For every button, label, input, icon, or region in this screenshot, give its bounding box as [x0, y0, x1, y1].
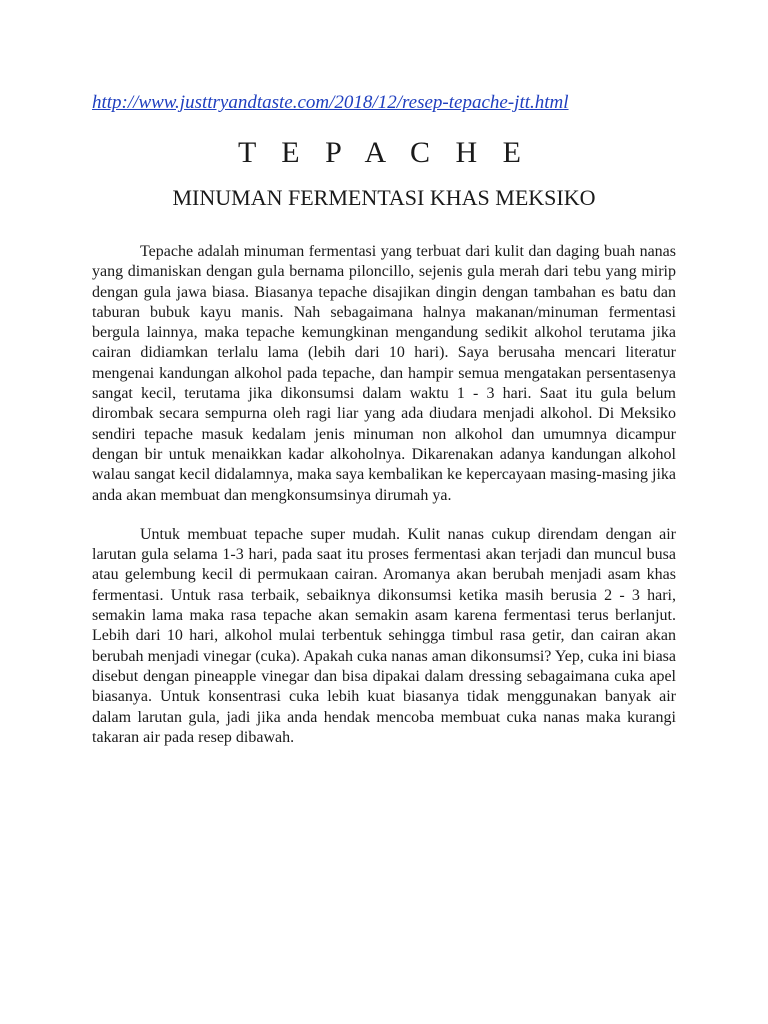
article-body — [92, 242, 676, 748]
source-link[interactable]: http://www.justtryandtaste.com/2018/12/resep-tepache-jtt.html — [92, 92, 569, 113]
document-page — [92, 88, 676, 767]
paragraph: Tepache adalah minuman fermentasi yang terbuat dari kulit dan daging buah nanas yang dimaniskan dengan gula bernama piloncillo, sejenis gula merah dari tebu yang mirip dengan gula jawa biasa. Biasanya tepache disajikan dingin dengan tambahan es batu dan taburan bubuk kayu manis. Nah sebagaimana halnya makanan/minuman fermentasi bergula lainnya, maka tepache kemungkinan mengandung sedikit alkohol terutama jika cairan didiamkan terlalu lama (lebih dari 10 hari). Saya berusaha mencari literatur mengenai kandungan alkohol pada tepache, dan hampir semua mengatakan persentasenya sangat kecil, terutama jika dikonsumsi dalam waktu 1 - 3 hari. Saat itu gula belum dirombak secara sempurna oleh ragi liar yang ada diudara menjadi alkohol. Di Meksiko sendiri tepache masuk kedalam jenis minuman non alkohol dan umumnya dicampur dengan bir untuk menaikkan kadar alkoholnya. Dikarenakan adanya kandungan alkohol walau sangat kecil didalamnya, maka saya kembalikan ke kepercayaan masing-masing jika anda akan membuat dan mengkonsumsinya dirumah ya. — [92, 243, 676, 504]
paragraph: Untuk membuat tepache super mudah. Kulit nanas cukup direndam dengan air larutan gula selama 1-3 hari, pada saat itu proses fermentasi akan terjadi dan muncul busa atau gelembung kecil di permukaan cairan. Aromanya akan berubah menjadi asam khas fermentasi. Untuk rasa terbaik, sebaiknya dikonsumsi ketika masih berusia 2 - 3 hari, semakin lama maka rasa tepache akan semakin asam karena fermentasi terus berlanjut. Lebih dari 10 hari, alkohol mulai terbentuk sehingga timbul rasa getir, dan cairan akan berubah menjadi vinegar (cuka). Apakah cuka nanas aman dikonsumsi? Yep, cuka ini biasa disebut dengan pineapple vinegar dan bisa dipakai dalam dressing sebagaimana cuka apel biasanya. Untuk konsentrasi cuka lebih kuat biasanya tidak menggunakan banyak air dalam larutan gula, jadi jika anda hendak mencoba membuat cuka nanas maka kurangi takaran air pada resep dibawah. — [92, 525, 676, 746]
document-title: T E P A C H E — [237, 136, 531, 169]
document-subtitle: MINUMAN FERMENTASI KHAS MEKSIKO — [172, 185, 596, 210]
